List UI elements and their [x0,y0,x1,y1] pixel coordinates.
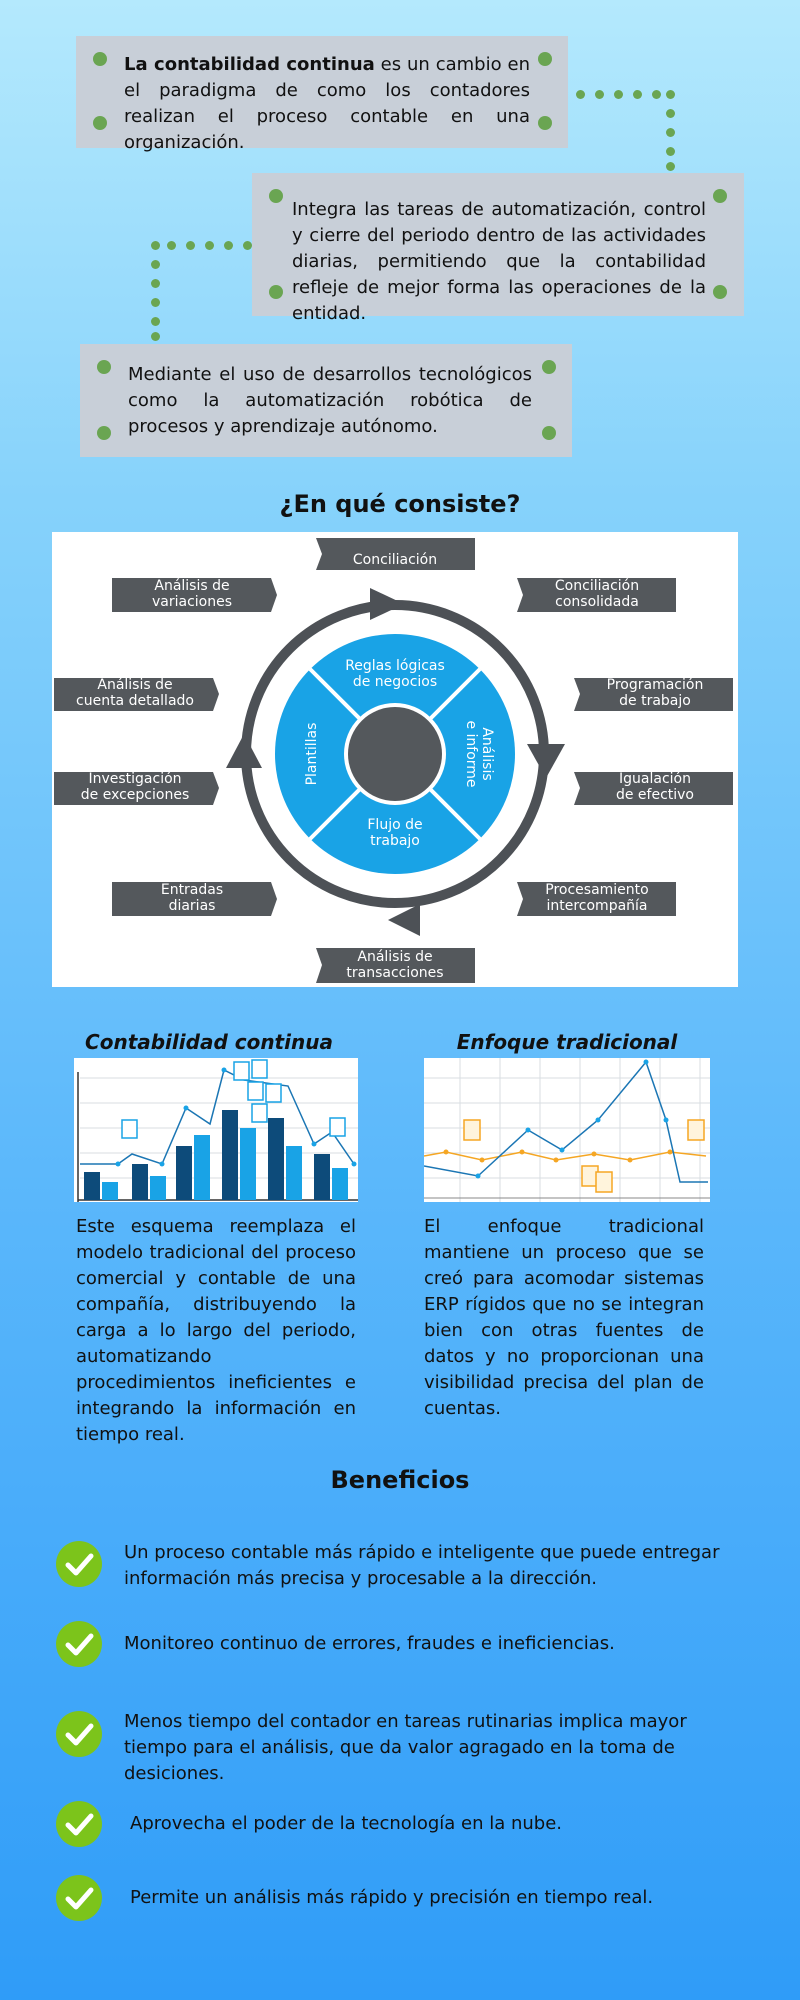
bar [222,1110,238,1200]
center-label-right: Análisise informe [463,720,495,788]
connector-dot [576,90,585,99]
connector-dot [666,147,675,156]
intro-box-1 [76,36,568,153]
bar [102,1182,118,1200]
benefit-item: Monitoreo continuo de errores, fraudes e ineficiencias. [124,1633,615,1654]
center-label-top: Reglas lógicas de negocios [345,658,445,690]
svg-text:Análisis devariaciones: Análisis de variaciones [151,578,233,610]
connector-dot [666,128,675,137]
bullet-dot [93,116,107,130]
chart-tradicional-illustration [424,1058,710,1202]
arrow-right-icon [527,744,565,778]
intro-text-1 [124,52,530,156]
bullet-dot [97,360,111,374]
pill-programacion [574,677,733,711]
bullet-dot [542,426,556,440]
check-icon [56,1711,102,1757]
bullet-dot [713,285,727,299]
svg-text:Análisis detransacciones: Análisis de transacciones [346,949,444,981]
bar [132,1164,148,1200]
benefit-item: Permite un análisis más rápido y precisión en tiempo real. [130,1887,654,1908]
bar [240,1128,256,1200]
connector-dot [224,241,233,250]
pill-conciliacion [316,538,475,570]
connector-dot [652,90,661,99]
chart-continua-illustration [74,1058,358,1202]
svg-text:Análisis decuenta detallado: Análisis de cuenta detallado [76,677,194,709]
intro-box-3 [80,344,572,457]
pill-conciliacion-consolidada [517,578,676,612]
pill-analisis-variaciones [112,578,277,612]
bullet-dot [538,116,552,130]
svg-text:Igualaciónde efectivo: Igualación de efectivo [615,771,695,803]
bar [84,1172,100,1200]
section-title-beneficios: Beneficios [330,1466,470,1494]
center-label-left: Plantillas [304,722,320,786]
pill-igualacion [574,771,733,805]
svg-text:Conciliaciónconsolidada: Conciliación consolidada [554,578,640,610]
arrow-left-icon [226,734,262,768]
check-icon [56,1621,102,1667]
bullet-dot [97,426,111,440]
intro-text-2: Integra las tareas de automatización, control y cierre del periodo dentro de las actividades diarias, permitiendo que la contabilidad refleje de mejor forma las operaciones de la entidad. [292,199,706,324]
connector-dot [186,241,195,250]
bar [176,1146,192,1200]
intro-text-3: Mediante el uso de desarrollos tecnológicos como la automatización robótica de procesos y aprendizaje autónomo. [128,364,532,437]
benefit-item: Un proceso contable más rápido e inteligente que puede entregar información más precisa y procesable a la dirección. [124,1542,720,1589]
pill-analisis-transacciones [316,948,475,983]
connector-dot [151,332,160,341]
check-icon [56,1801,102,1847]
connector-dot [666,90,675,99]
text-contabilidad-continua: Este esquema reemplaza el modelo tradicional del proceso comercial y contable de una compañía, distribuyendo la carga a lo largo del periodo, automatizando procedimientos ineficientes e integrando la información en tiempo real. [76,1216,356,1445]
bar [314,1154,330,1200]
cycle-diagram [52,532,738,987]
svg-text:Conciliación: Conciliación [352,552,438,568]
pill-analisis-cuenta [54,677,219,711]
bullet-dot [93,52,107,66]
svg-text:Procesamientointercompañía: Procesamiento intercompañía [545,882,649,914]
bullet-dot [269,285,283,299]
pill-procesamiento [517,882,676,916]
intro-rest: es un cambio en el paradigma de como los contadores realizan el proceso contable en una organización. [124,54,530,153]
connector-dot [151,241,160,250]
connector-dot [614,90,623,99]
connector-dot [205,241,214,250]
title-contabilidad-continua: Contabilidad continua [85,1030,333,1054]
bullet-dot [269,189,283,203]
bar [268,1118,284,1200]
connector-dot [151,279,160,288]
bullet-dot [542,360,556,374]
connector-dot [151,317,160,326]
svg-text:Entradasdiarias: Entradas diarias [160,882,224,914]
bar [286,1146,302,1200]
center-label-bottom: Flujo de trabajo [367,817,423,849]
bar [194,1135,210,1200]
section-title-consiste: ¿En qué consiste? [279,490,521,518]
arrow-bottom-icon [388,904,420,936]
title-enfoque-tradicional: Enfoque tradicional [456,1030,678,1054]
bar [332,1168,348,1200]
benefit-item: Menos tiempo del contador en tareas rutinarias implica mayor tiempo para el análisis, que da valor agragado en la toma de desiciones. [124,1711,687,1784]
pill-entradas [112,882,277,916]
check-icon [56,1541,102,1587]
connector-dot [151,298,160,307]
pill-investigacion [54,771,219,805]
bullet-dot [538,52,552,66]
check-icon [56,1875,102,1921]
bullet-dot [713,189,727,203]
center-hub [348,707,442,801]
connector-dot [666,162,675,171]
connector-dot [595,90,604,99]
svg-text:Investigaciónde excepciones: Investigación de excepciones [80,771,190,803]
benefit-item: Aprovecha el poder de la tecnología en la nube. [130,1813,563,1834]
connector-dot [633,90,642,99]
connector-dot [167,241,176,250]
bar [150,1176,166,1200]
intro-box-2 [252,173,744,324]
arrow-top-icon [370,588,404,620]
intro-bold: La contabilidad continua [124,54,375,75]
connector-dot [151,260,160,269]
svg-text:Programaciónde trabajo: Programación de trabajo [606,677,704,709]
text-enfoque-tradicional: El enfoque tradicional mantiene un proceso que se creó para acomodar sistemas ERP rígidos que no se integran bien con otras fuentes de datos y no proporcionan una visibilidad precisa del plan de cuentas. [424,1216,704,1419]
connector-dot [243,241,252,250]
connector-dot [666,109,675,118]
